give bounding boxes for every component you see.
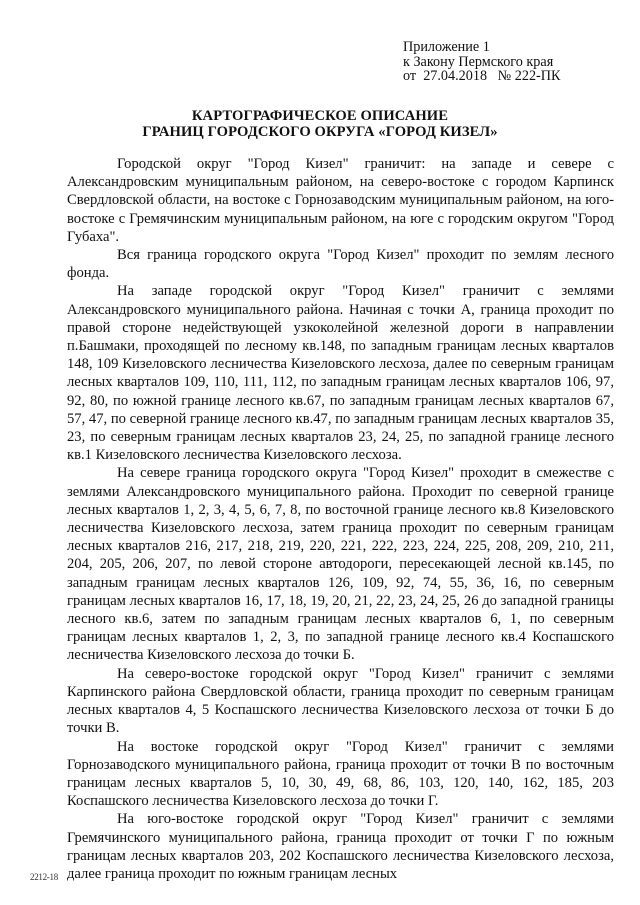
document-title-line-1: КАРТОГРАФИЧЕСКОЕ ОПИСАНИЕ [191, 108, 449, 124]
appendix-header [403, 40, 560, 84]
document-title-line-2: ГРАНИЦ ГОРОДСКОГО ОКРУГА «ГОРОД КИЗЕЛ» [142, 124, 498, 140]
paragraph-southeast: На юго-востоке городской округ "Город Кизел" граничит с землями Гремячинского муниципального района, граница проходит от точки Г по южным границам лесных кварталов 203, 202 Коспашского лесничества Кизеловского лесхоза, далее граница проходит по южным границам лесных [67, 811, 614, 882]
paragraph-east: На востоке городской округ "Город Кизел" граничит с землями Горнозаводского муниципального района, граница проходит от точки В по восточным границам лесных кварталов 5, 10, 30, 49, 68, 86, 103, 120, 140, 162, 185, 203 Коспашского лесничества Кизеловского лесхоза до точки Г. [67, 738, 614, 810]
paragraph-northeast: На северо-востоке городской округ "Город Кизел" граничит с землями Карпинского района Свердловской области, граница проходит по северным границам лесных кварталов 4, 5 Коспашского лесничества Кизеловского лесхоза от точки Б до точки В. [67, 665, 614, 737]
document-body [67, 155, 614, 883]
paragraph-north: На севере граница городского округа "Город Кизел" проходит в смежестве с землями Александровского муниципального района. Проходит по северной границе лесных кварталов 1, 2, 3, 4, 5, 6, 7, 8, по восточной границе лесного кв.8 Кизеловского лесничества Кизеловского лесхоза, затем граница проходит по северным границам лесных кварталов 216, 217, 218, 219, 220, 221, 222, 223, 224, 225, 208, 209, 210, 211, 204, 205, 206, 207, по левой стороне автодороги, пересекающей лесной кв.145, по западным границам лесных кварталов 126, 109, 92, 74, 55, 36, 16, по северным границам лесных кварталов 16, 17, 18, 19, 20, 21, 22, 23, 24, 25, 26 до западной границы лесного кв.6, затем по западным границам лесных кварталов 6, 1, по северным границам лесных кварталов 1, 2, 3, по западной границе лесного кв.4 Коспашского лесничества Кизеловского лесхоза до точки Б. [67, 465, 614, 664]
footer-code: 2212-18 [30, 872, 58, 882]
paragraph-overview: Городской округ "Город Кизел" граничит: на западе и севере с Александровским муниципальным районом, на северо-востоке с городом Карпинск Свердловской области, на востоке с Горнозаводским муниципальным районом, на юго-востоке с Гремячинским муниципальным районом, на юге с городским округом "Город Губаха". [67, 156, 614, 245]
appendix-line-2: к Закону Пермского края [403, 53, 554, 70]
paragraph-forest-fund: Вся граница городского округа "Город Кизел" проходит по землям лесного фонда. [67, 247, 614, 282]
appendix-line-1: Приложение 1 [403, 39, 490, 55]
paragraph-west: На западе городской округ "Город Кизел" граничит с землями Александровского муниципального района. Начиная с точки А, граница проходит по правой стороне недействующей узкоколейной железной дороги в направлении п.Башмаки, проходящей по лесному кв.148, по западным границам лесных кварталов 148, 109 Кизеловского лесничества Кизеловского лесхоза, далее по северным границам лесных кварталов 109, 110, 111, 112, по западным границам лесных кварталов 106, 97, 92, 80, по южной границе лесного кв.67, по западным границам лесных кварталов 67, 57, 47, по северной границе лесного кв.47, по западным границам лесных кварталов 35, 23, по северным границам лесных кварталов 23, 24, 25, по западной границе лесного кв.1 Кизеловского лесничества Кизеловского лесхоза. [67, 283, 614, 464]
appendix-line-3: от 27.04.2018 № 222-ПК [403, 68, 561, 84]
